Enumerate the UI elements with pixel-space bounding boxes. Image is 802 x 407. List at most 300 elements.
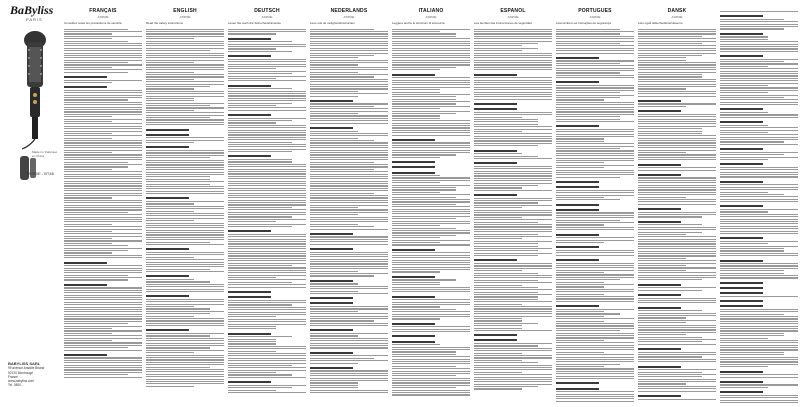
- text-line: [146, 362, 224, 363]
- text-line: [310, 142, 388, 143]
- text-line: [146, 311, 224, 312]
- text-line: [146, 193, 224, 194]
- text-line: [474, 379, 552, 380]
- text-line: [64, 114, 142, 115]
- text-line: [146, 379, 224, 380]
- text-line: [720, 357, 798, 358]
- text-line: [474, 41, 552, 42]
- text-line: [556, 50, 634, 51]
- text-line: [146, 244, 224, 245]
- text-line: [310, 308, 388, 309]
- text-line: [720, 36, 768, 37]
- text-line: [64, 55, 142, 56]
- text-line: [310, 106, 374, 107]
- text-line: [310, 360, 388, 361]
- text-line: [556, 359, 634, 360]
- text-line: [720, 114, 798, 115]
- text-line: [228, 258, 306, 259]
- text-line: [720, 395, 798, 396]
- text-line: [556, 160, 634, 161]
- text-line: [720, 219, 798, 220]
- text-line: [638, 121, 716, 122]
- text-line: [720, 384, 798, 385]
- text-line: [392, 87, 470, 88]
- text-line: [392, 309, 456, 310]
- text-line: [638, 236, 716, 237]
- text-line: [310, 120, 388, 121]
- text-line: [228, 355, 306, 356]
- column-intro: Leia também as instruções de segurança: [556, 21, 611, 25]
- text-line: [720, 78, 798, 79]
- text-line: [64, 123, 142, 124]
- text-line: [310, 291, 358, 292]
- text-line: [310, 140, 374, 141]
- text-line: [474, 82, 552, 83]
- text-line: [64, 183, 142, 184]
- text-line: [638, 258, 686, 259]
- text-line: [146, 155, 224, 156]
- section-heading: [720, 237, 763, 239]
- text-line: [474, 129, 552, 130]
- section-heading: [146, 134, 189, 136]
- section-heading: [474, 162, 517, 164]
- text-line: [228, 122, 276, 123]
- text-line: [720, 104, 798, 105]
- text-line: [720, 97, 784, 98]
- text-line: [474, 48, 538, 49]
- text-line: [64, 99, 128, 100]
- text-line: [146, 115, 224, 116]
- text-line: [146, 357, 224, 358]
- text-line: [474, 308, 552, 309]
- text-line: [556, 143, 634, 144]
- text-line: [638, 204, 716, 205]
- text-line: [228, 33, 276, 34]
- text-line: [146, 308, 210, 309]
- text-line: [392, 244, 470, 245]
- text-line: [556, 45, 634, 46]
- text-line: [146, 352, 194, 353]
- text-line: [720, 26, 798, 27]
- text-line: [556, 90, 634, 91]
- text-line: [720, 342, 798, 343]
- text-line: [310, 62, 388, 63]
- text-line: [556, 220, 620, 221]
- section-heading: [720, 148, 763, 150]
- text-line: [64, 372, 142, 373]
- text-line: [146, 234, 224, 235]
- text-line: [556, 155, 634, 156]
- column-model: AS950E: [343, 15, 355, 19]
- text-line: [64, 205, 142, 206]
- text-line: [474, 343, 552, 344]
- text-line: [310, 193, 374, 194]
- text-line: [64, 217, 142, 218]
- text-line: [64, 321, 142, 322]
- text-line: [556, 95, 634, 96]
- section-heading: [556, 81, 599, 83]
- text-line: [146, 284, 224, 285]
- text-line: [638, 270, 686, 271]
- text-line: [720, 189, 798, 190]
- text-line: [392, 344, 440, 345]
- text-line: [146, 179, 210, 180]
- text-line: [474, 173, 552, 174]
- text-line: [474, 304, 522, 305]
- text-line: [556, 77, 634, 78]
- text-line: [146, 369, 224, 370]
- text-line: [146, 119, 224, 120]
- column-intro: Læs også sikkerhedsinstrukserne: [638, 21, 683, 25]
- text-line: [720, 132, 768, 133]
- text-line: [392, 279, 456, 280]
- text-line: [392, 152, 470, 153]
- text-line: [720, 333, 784, 334]
- text-line: [392, 287, 470, 288]
- text-line: [64, 238, 112, 239]
- text-line: [310, 390, 388, 391]
- text-line: [638, 142, 716, 143]
- address-line: 92120 Montrouge: [8, 370, 33, 375]
- text-line: [556, 255, 634, 256]
- text-line: [474, 255, 538, 256]
- text-line: [474, 372, 522, 373]
- text-line: [392, 41, 470, 42]
- text-line: [720, 102, 798, 103]
- section-heading: [310, 280, 353, 282]
- text-line: [474, 210, 552, 211]
- section-heading: [392, 74, 435, 76]
- text-line: [64, 90, 142, 91]
- text-line: [392, 387, 456, 388]
- text-line: [310, 306, 388, 307]
- text-line: [310, 103, 388, 104]
- text-line: [720, 21, 798, 22]
- text-line: [556, 347, 634, 348]
- text-line: [474, 280, 538, 281]
- text-line: [228, 80, 306, 81]
- text-line: [474, 156, 538, 157]
- section-heading: [638, 307, 681, 309]
- text-line: [638, 251, 716, 252]
- text-line: [146, 172, 224, 173]
- text-line: [720, 125, 768, 126]
- text-line: [474, 323, 538, 324]
- text-line: [720, 176, 798, 177]
- text-line: [638, 167, 716, 168]
- text-line: [720, 112, 768, 113]
- text-line: [556, 240, 634, 241]
- text-line: [64, 265, 142, 266]
- address-line: 99 avenue Aristide Briand: [8, 366, 45, 371]
- text-line: [392, 96, 456, 97]
- text-line: [228, 248, 306, 249]
- text-line: [310, 152, 388, 153]
- text-line: [638, 275, 716, 276]
- text-line: [638, 152, 686, 153]
- text-line: [64, 102, 142, 103]
- section-heading: [146, 248, 189, 250]
- text-line: [310, 118, 388, 119]
- text-line: [474, 275, 552, 276]
- text-line: [720, 231, 798, 232]
- text-line: [146, 174, 224, 175]
- text-line: [638, 232, 702, 233]
- text-line: [146, 53, 224, 54]
- text-line: [146, 57, 224, 58]
- text-line: [392, 101, 470, 102]
- text-line: [638, 263, 716, 264]
- column-body-text: [146, 29, 224, 387]
- text-line: [146, 271, 224, 272]
- text-line: [392, 120, 470, 121]
- text-line: [392, 132, 470, 133]
- text-line: [474, 325, 522, 326]
- text-line: [228, 392, 306, 393]
- text-line: [228, 279, 306, 280]
- text-line: [638, 145, 716, 146]
- text-line: [474, 29, 552, 30]
- text-line: [310, 219, 388, 220]
- text-line: [64, 164, 142, 165]
- text-line: [474, 224, 552, 225]
- text-line: [556, 357, 634, 358]
- text-line: [556, 153, 634, 154]
- text-line: [720, 246, 798, 247]
- text-line: [474, 374, 552, 375]
- text-line: [556, 129, 634, 130]
- text-line: [228, 137, 306, 138]
- text-line: [556, 141, 604, 142]
- text-line: [64, 50, 142, 51]
- text-line: [556, 102, 634, 103]
- text-line: [474, 217, 522, 218]
- text-line: [64, 340, 112, 341]
- text-line: [392, 53, 470, 54]
- text-line: [146, 201, 224, 202]
- text-line: [310, 273, 388, 274]
- text-line: [392, 187, 456, 188]
- text-line: [64, 131, 142, 132]
- column-title: ITALIANO: [418, 8, 444, 14]
- text-line: [64, 295, 142, 296]
- text-line: [310, 169, 374, 170]
- text-line: [392, 240, 470, 241]
- text-line: [556, 301, 634, 302]
- text-line: [310, 48, 388, 49]
- text-line: [720, 154, 784, 155]
- text-line: [146, 62, 194, 63]
- text-line: [638, 229, 716, 230]
- text-line: [556, 337, 634, 338]
- text-line: [146, 343, 224, 344]
- text-line: [638, 287, 716, 288]
- text-line: [720, 377, 798, 378]
- text-line: [146, 164, 224, 165]
- text-line: [228, 367, 306, 368]
- text-line: [310, 41, 388, 42]
- section-heading: [228, 85, 271, 87]
- text-line: [310, 181, 388, 182]
- section-heading: [556, 234, 599, 236]
- text-line: [310, 174, 388, 175]
- text-line: [392, 189, 456, 190]
- text-line: [638, 359, 716, 360]
- section-heading: [638, 395, 681, 397]
- text-line: [310, 79, 388, 80]
- text-line: [474, 345, 538, 346]
- text-line: [720, 265, 798, 266]
- text-line: [228, 183, 306, 184]
- text-line: [720, 340, 798, 341]
- text-line: [310, 195, 388, 196]
- text-line: [392, 64, 470, 65]
- text-line: [64, 181, 142, 182]
- text-line: [392, 291, 470, 292]
- text-line: [720, 167, 798, 168]
- text-line: [146, 91, 224, 92]
- text-line: [146, 76, 224, 77]
- text-line: [64, 299, 142, 300]
- text-line: [228, 76, 306, 77]
- text-line: [228, 48, 276, 49]
- section-heading: [64, 284, 107, 286]
- text-line: [474, 362, 538, 363]
- text-line: [392, 103, 456, 104]
- text-line: [474, 270, 522, 271]
- text-line: [228, 358, 306, 359]
- text-line: [64, 311, 142, 312]
- text-line: [392, 225, 440, 226]
- text-line: [638, 147, 716, 148]
- text-line: [720, 68, 798, 69]
- text-line: [392, 77, 470, 78]
- column-intro: Lees ook de veiligheidsinstructies: [310, 21, 355, 25]
- language-column: [62, 8, 144, 403]
- text-line: [64, 345, 142, 346]
- text-line: [228, 277, 276, 278]
- text-line: [310, 81, 388, 82]
- column-body-text: [720, 11, 798, 403]
- text-line: [556, 398, 634, 399]
- text-line: [392, 329, 470, 330]
- text-line: [310, 150, 388, 151]
- text-line: [310, 67, 388, 68]
- text-line: [392, 252, 470, 253]
- text-line: [146, 374, 224, 375]
- text-line: [228, 241, 306, 242]
- text-line: [638, 369, 716, 370]
- text-line: [720, 63, 798, 64]
- text-line: [146, 338, 224, 339]
- address-line: www.babyliss.com: [8, 379, 35, 384]
- text-line: [64, 365, 142, 366]
- section-heading: [392, 172, 435, 174]
- text-line: [310, 96, 358, 97]
- text-line: [392, 392, 470, 393]
- text-line: [638, 227, 716, 228]
- text-line: [228, 195, 306, 196]
- address-brand: BABYLISS SARL: [8, 361, 41, 366]
- text-line: [228, 328, 276, 329]
- text-line: [64, 243, 112, 244]
- text-line: [720, 130, 798, 131]
- text-line: [556, 107, 634, 108]
- text-line: [392, 371, 470, 372]
- text-line: [474, 89, 552, 90]
- text-line: [64, 29, 128, 30]
- text-line: [638, 337, 702, 338]
- column-body-text: [64, 29, 142, 378]
- section-heading: [64, 86, 107, 88]
- text-line: [310, 335, 358, 336]
- text-line: [720, 400, 798, 401]
- text-line: [392, 269, 470, 270]
- text-line: [310, 86, 388, 87]
- text-line: [556, 323, 634, 324]
- text-line: [556, 352, 604, 353]
- text-line: [228, 209, 306, 210]
- text-line: [392, 135, 470, 136]
- text-line: [474, 292, 538, 293]
- section-heading: [720, 108, 763, 110]
- section-heading: [228, 333, 271, 335]
- text-line: [64, 62, 128, 63]
- text-line: [720, 194, 784, 195]
- text-line: [228, 173, 306, 174]
- text-line: [146, 160, 224, 161]
- text-line: [474, 381, 552, 382]
- text-line: [228, 377, 306, 378]
- text-line: [392, 80, 470, 81]
- text-line: [474, 268, 552, 269]
- text-line: [64, 335, 142, 336]
- text-line: [392, 108, 440, 109]
- section-heading: [228, 55, 271, 57]
- text-line: [146, 208, 224, 209]
- text-line: [556, 138, 604, 139]
- text-line: [392, 373, 470, 374]
- text-line: [474, 136, 552, 137]
- text-line: [146, 41, 224, 42]
- column-title: PORTUGUÊS: [578, 8, 612, 14]
- section-heading: [720, 181, 763, 183]
- text-line: [392, 326, 470, 327]
- text-line: [392, 209, 470, 210]
- text-line: [310, 373, 388, 374]
- section-heading: [638, 221, 681, 223]
- text-line: [556, 167, 604, 168]
- column-model: AS950E: [179, 15, 191, 19]
- text-line: [638, 197, 686, 198]
- text-line: [556, 150, 634, 151]
- text-line: [392, 69, 440, 70]
- text-line: [392, 382, 470, 383]
- section-heading: [392, 161, 435, 163]
- section-heading: [720, 260, 763, 262]
- text-line: [64, 82, 112, 83]
- text-line: [64, 314, 142, 315]
- text-line: [310, 31, 388, 32]
- section-heading: [720, 287, 763, 289]
- text-line: [392, 237, 440, 238]
- column-body-text: [556, 29, 634, 402]
- text-line: [638, 106, 686, 107]
- text-line: [64, 190, 142, 191]
- section-heading: [64, 76, 107, 78]
- text-line: [720, 387, 768, 388]
- text-line: [556, 29, 620, 30]
